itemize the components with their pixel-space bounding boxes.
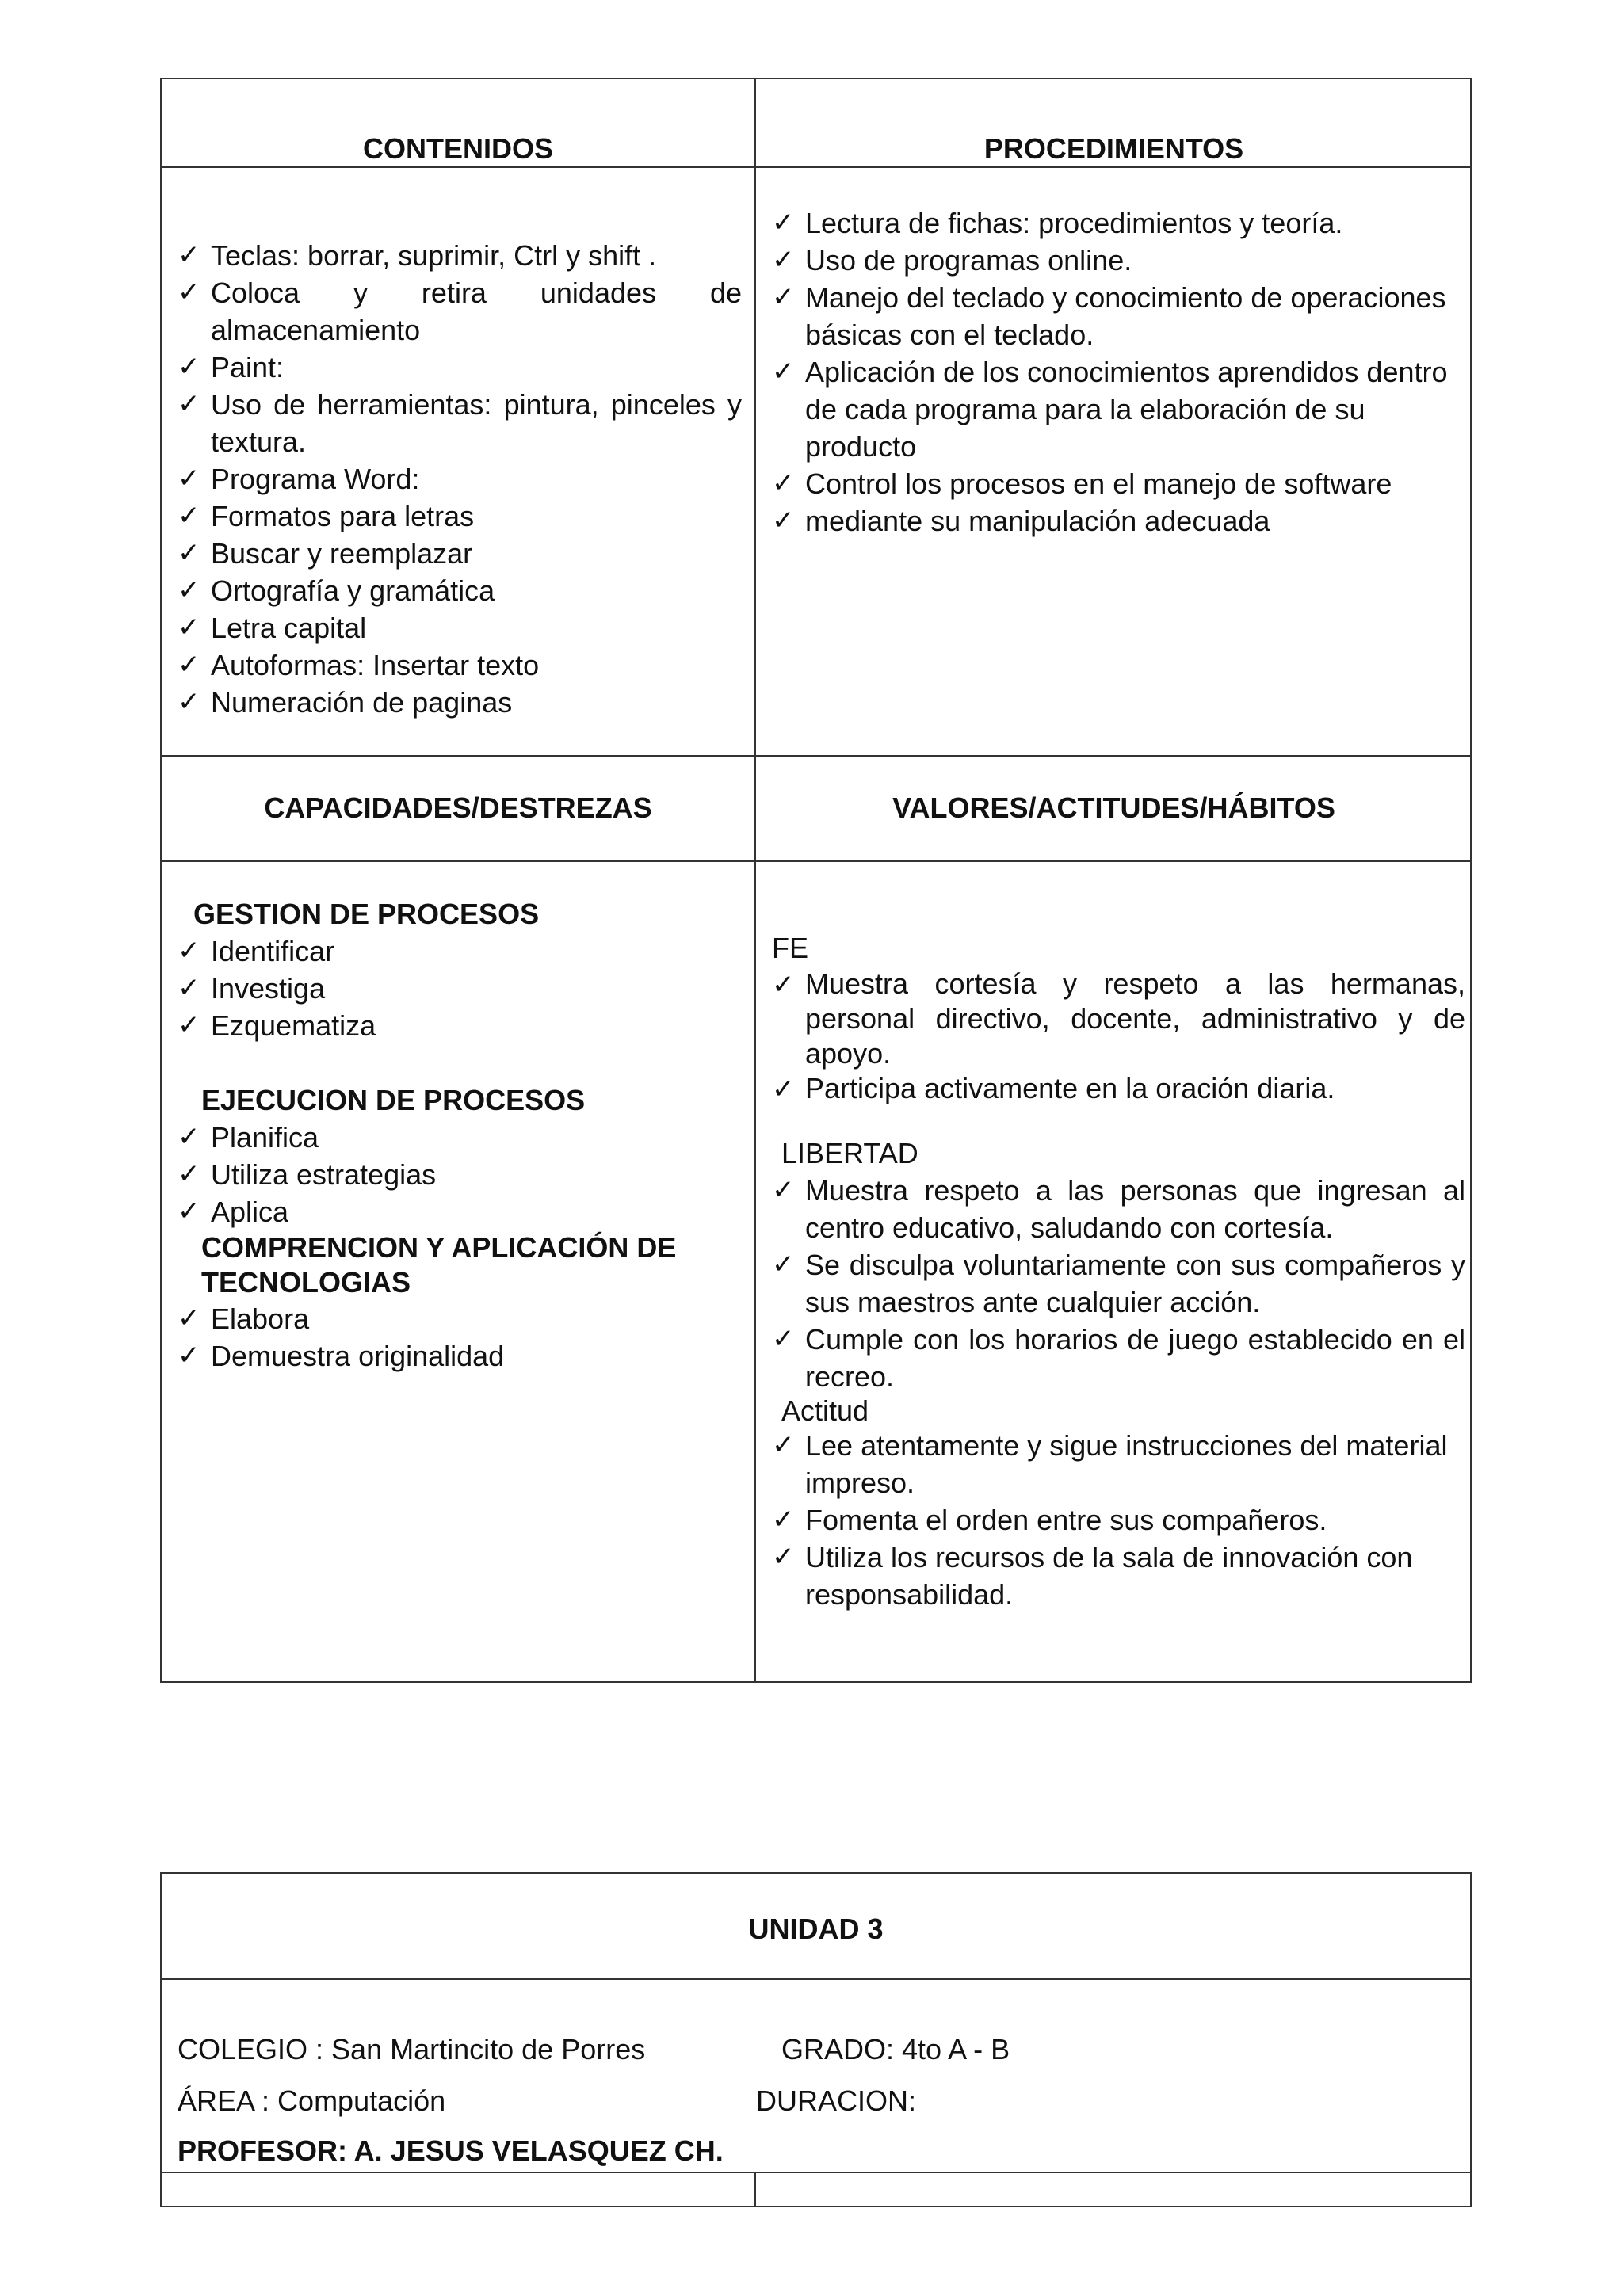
check-icon: ✓ [178,972,200,1004]
check-icon: ✓ [772,1323,795,1355]
list-item [162,237,742,274]
check-icon: ✓ [772,467,795,499]
libertad-list [756,1172,1465,1395]
row-divider [162,2172,1470,2173]
check-icon: ✓ [178,649,200,681]
list-item [756,1539,1465,1613]
check-icon: ✓ [772,1541,795,1573]
check-icon: ✓ [178,686,200,718]
libertad-title: LIBERTAD [781,1137,918,1169]
check-icon: ✓ [772,505,795,536]
check-icon: ✓ [178,351,200,383]
contenidos-list [162,237,742,721]
list-item [756,1501,1465,1539]
comprension-title: COMPRENCION Y APLICACIÓN DE TECNOLOGIAS [201,1231,677,1299]
header-contenidos: CONTENIDOS [362,132,553,165]
list-item-text: Lectura de fichas: procedimientos y teoría. [805,207,1343,239]
check-icon: ✓ [178,1121,200,1153]
list-item [756,967,1465,1071]
list-item-text: Ortografía y gramática [211,574,495,607]
list-item [162,498,742,535]
list-item [162,1300,754,1337]
list-item-text: Se disculpa voluntariamente con sus compañeros y sus maestros ante cualquier acción. [805,1249,1465,1318]
procedimientos-list [756,204,1465,540]
list-item [162,1156,754,1193]
list-item-text: Utiliza los recursos de la sala de innovación con responsabilidad. [805,1541,1413,1611]
ejecucion-list [162,1119,754,1230]
list-item [756,1071,1465,1106]
gestion-title: GESTION DE PROCESOS [193,898,540,930]
contenidos-cell [162,237,742,721]
gestion-list [162,933,754,1044]
list-item-text: Uso de programas online. [805,244,1132,277]
list-item-text: Muestra respeto a las personas que ingresan al centro educativo, saludando con cortesía. [805,1174,1465,1244]
comprension-list [162,1300,754,1375]
header-procedimientos: PROCEDIMIENTOS [983,132,1244,165]
row-divider [162,755,1470,757]
list-item-text: Aplica [211,1196,289,1228]
list-item-text: Buscar y reemplazar [211,537,473,570]
check-icon: ✓ [772,1174,795,1206]
check-icon: ✓ [178,388,200,420]
check-icon: ✓ [178,1302,200,1334]
list-item-text: Numeración de paginas [211,686,513,719]
list-item-text: Cumple con los horarios de juego establecido en el recreo. [805,1323,1465,1393]
list-item-text: mediante su manipulación adecuada [805,505,1270,537]
check-icon: ✓ [178,537,200,569]
check-icon: ✓ [178,612,200,643]
list-item-text: Teclas: borrar, suprimir, Ctrl y shift . [211,239,657,272]
list-item-text: Uso de herramientas: pintura, pinceles y textura. [211,388,742,458]
check-icon: ✓ [772,969,795,1001]
list-item-text: Paint: [211,351,285,383]
grado-field: GRADO: 4to A - B [781,2033,1010,2065]
unit-info-table [160,1872,1472,2207]
row-divider [162,860,1470,862]
check-icon: ✓ [178,1009,200,1041]
procedimientos-cell [756,204,1465,540]
list-item [162,386,742,460]
list-item-text: Identificar [211,935,335,967]
list-item [162,572,742,609]
header-capacidades: CAPACIDADES/DESTREZAS [264,791,652,824]
list-item [756,1427,1465,1501]
list-item-text: Programa Word: [211,463,420,495]
check-icon: ✓ [772,1249,795,1280]
list-item [756,279,1465,353]
list-item [162,646,742,684]
list-item [756,1246,1465,1321]
check-icon: ✓ [772,356,795,387]
list-item [162,684,742,721]
area-field: ÁREA : Computación [178,2084,446,2117]
list-item [162,460,742,498]
duracion-field: DURACION: [756,2084,917,2117]
list-item [756,1321,1465,1395]
list-item [162,535,742,572]
check-icon: ✓ [178,1158,200,1190]
check-icon: ✓ [178,574,200,606]
list-item [756,1172,1465,1246]
check-icon: ✓ [772,1074,795,1105]
fe-list [756,967,1465,1106]
check-icon: ✓ [178,277,200,308]
list-item-text: Formatos para letras [211,500,475,532]
header-valores: VALORES/ACTITUDES/HÁBITOS [892,791,1335,824]
column-divider [754,2172,756,2206]
list-item-text: Planifica [211,1121,319,1154]
list-item [162,1193,754,1230]
row-divider [162,166,1470,168]
check-icon: ✓ [178,1196,200,1227]
list-item [756,353,1465,465]
list-item-text: Autoformas: Insertar texto [211,649,540,681]
unit-title: UNIDAD 3 [748,1913,884,1945]
list-item-text: Demuestra originalidad [211,1340,505,1372]
row-divider [162,1978,1470,1980]
check-icon: ✓ [772,207,795,238]
list-item-text: Ezquematiza [211,1009,376,1042]
profesor-field: PROFESOR: A. JESUS VELASQUEZ CH. [178,2134,724,2167]
list-item [756,204,1465,242]
unit-content-table [160,78,1472,1683]
list-item-text: Muestra cortesía y respeto a las hermanas, personal directivo, docente, administrativo y de apoyo. [805,967,1465,1070]
check-icon: ✓ [178,1340,200,1371]
fe-title: FE [772,932,809,964]
list-item [162,609,742,646]
list-item [756,502,1465,540]
list-item [162,970,754,1007]
list-item [162,349,742,386]
list-item-text: Utiliza estrategias [211,1158,437,1191]
list-item-text: Coloca y retira unidades de almacenamiento [211,277,742,346]
valores-cell [756,929,1465,1613]
ejecucion-title: EJECUCION DE PROCESOS [201,1084,586,1116]
list-item-text: Investiga [211,972,326,1005]
list-item [162,1007,754,1044]
list-item [162,274,742,349]
check-icon: ✓ [772,1504,795,1535]
list-item-text: Lee atentamente y sigue instrucciones del material impreso. [805,1429,1448,1499]
check-icon: ✓ [178,239,200,271]
list-item-text: Manejo del teclado y conocimiento de operaciones básicas con el teclado. [805,281,1446,351]
list-item [162,933,754,970]
list-item [162,1337,754,1375]
list-item-text: Fomenta el orden entre sus compañeros. [805,1504,1327,1536]
list-item [756,465,1465,502]
list-item-text: Letra capital [211,612,367,644]
check-icon: ✓ [178,463,200,494]
colegio-field: COLEGIO : San Martincito de Porres [178,2033,646,2065]
actitud-list [756,1427,1465,1613]
list-item-text: Participa activamente en la oración diaria. [805,1072,1335,1104]
check-icon: ✓ [178,935,200,967]
list-item-text: Elabora [211,1302,310,1335]
capacidades-cell [162,895,754,1375]
list-item [162,1119,754,1156]
list-item [756,242,1465,279]
check-icon: ✓ [772,281,795,313]
check-icon: ✓ [178,500,200,532]
actitud-title: Actitud [781,1394,869,1427]
check-icon: ✓ [772,1429,795,1461]
list-item-text: Control los procesos en el manejo de software [805,467,1392,500]
list-item-text: Aplicación de los conocimientos aprendidos dentro de cada programa para la elaboración de su producto [805,356,1448,463]
check-icon: ✓ [772,244,795,276]
